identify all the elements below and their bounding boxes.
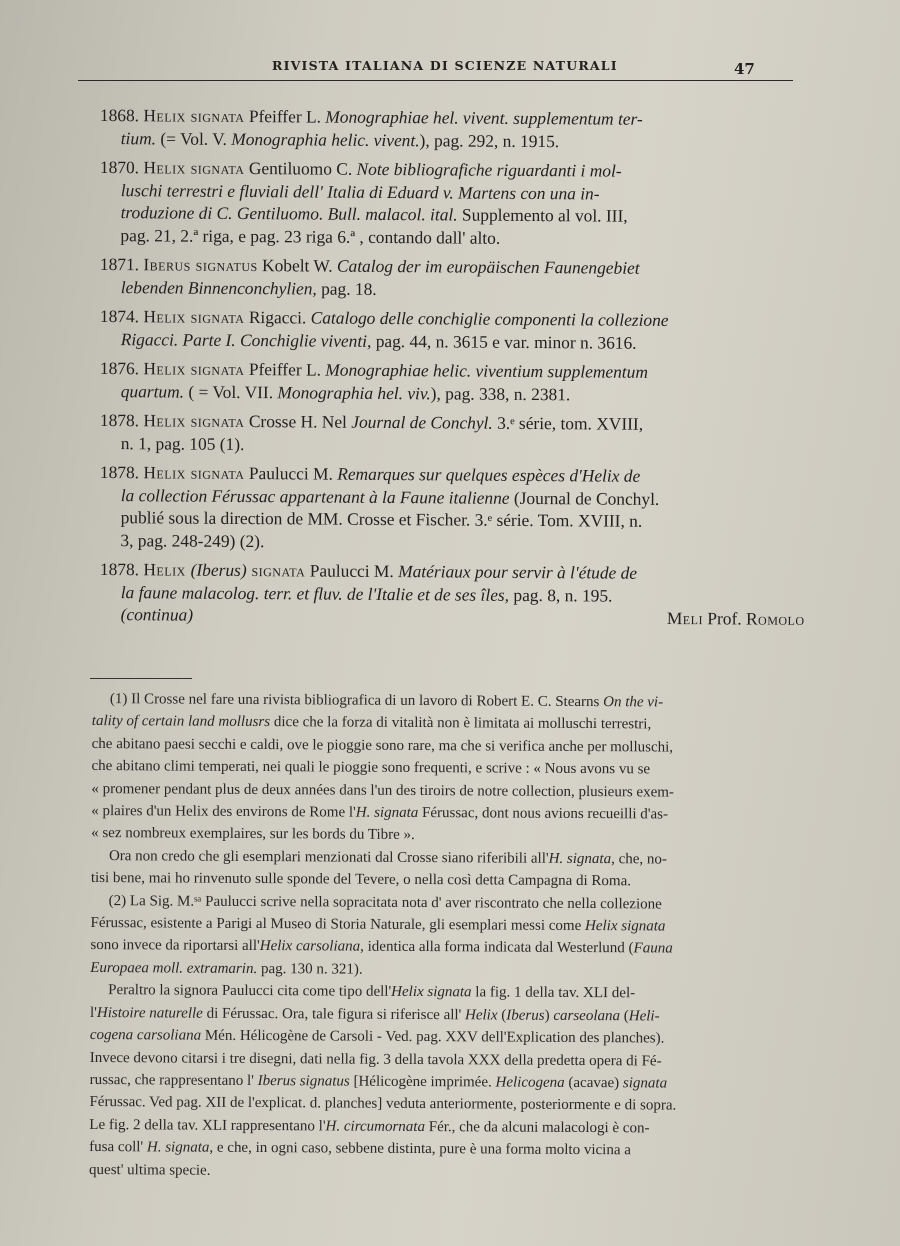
bibliography-list — [100, 104, 835, 633]
footnote-text: « plaires d'un Helix des environs de Rome l' — [91, 803, 356, 821]
footnote-text: « sez nombreux exemplaires, sur les bords du Tibre ». — [91, 825, 415, 844]
entry-line — [100, 431, 835, 459]
entry-text: n. 1, pag. 105 (1). — [120, 432, 245, 454]
entry-text: Pfeiffer L. — [244, 359, 326, 380]
footnote-text: pag. 130 n. 321). — [257, 960, 363, 978]
footnote-text: Helix signata — [584, 918, 666, 935]
entry-text: Note bibliografiche riguardanti i mol- — [356, 158, 622, 181]
footnote-text: Invece devono citarsi i tre disegni, dati nella fig. 3 della tavola XXX della predetta opera di Fé- — [89, 1049, 662, 1069]
footnote-text: cogena carsoliana — [89, 1027, 202, 1044]
footnote-text: Mén. Hélicogène de Carsoli - Ved. pag. XXV dell'Explication des planches). — [201, 1027, 665, 1047]
entry-text: Kobelt W. — [257, 255, 338, 276]
footnote-text: l' — [89, 1004, 97, 1021]
entry-text: luschi terrestri e fluviali dell' Italia di Eduard v. Martens con una in- — [120, 179, 600, 203]
author-signature — [667, 607, 805, 630]
footnote-text: Iberus signatus — [257, 1072, 350, 1090]
entry-text: pag. 18. — [316, 278, 377, 299]
entry-text: 1871. — [99, 253, 144, 275]
footnote-text: H. signata — [548, 850, 612, 868]
footnote-text: H. circumornata — [325, 1118, 426, 1135]
footnote-text: Férussac, esistente a Parigi al Museo di Storia Naturale, gli esemplari messi come — [90, 915, 586, 935]
species-name: signata — [246, 560, 306, 581]
footnote-text: Histoire naturelle — [96, 1004, 203, 1022]
footnote-text: che abitano paesi secchi e caldi, ove le pioggie sono rare, ma che si verifica anche per molluschi, — [91, 735, 674, 756]
footnote-separator — [90, 678, 192, 679]
footnote-text: quest' ultima specie. — [89, 1161, 211, 1179]
entry-text: ( = Vol. VII. — [183, 381, 278, 402]
footnote-text: tality of certain land mollusrs — [91, 713, 271, 731]
footnote-text: , che, no- — [611, 851, 667, 868]
page-number: 47 — [734, 60, 755, 78]
bibliography-entry — [100, 409, 835, 459]
entry-text: Rigacci. — [244, 307, 311, 328]
entry-text: Monographiae helic. viventium supplementum — [325, 359, 649, 382]
entry-text: Remarques sur quelques espèces d'Helix de — [337, 463, 641, 486]
bibliography-entry — [99, 156, 835, 251]
footnote-text: Europaea moll. extramarin. — [90, 959, 258, 977]
bibliography-entry — [100, 305, 835, 355]
species-name: Helix signata — [143, 306, 245, 328]
entry-text: Supplemento al vol. III, — [457, 204, 628, 226]
footnote-text: tisi bene, mai ho rinvenuto sulle sponde del Tevere, o nella così detta Campagna di Roma. — [90, 870, 632, 890]
entry-text: (Journal de Conchyl. — [509, 487, 660, 509]
footnote-text: « promener pendant plus de deux années dans l'un des tiroirs de notre collection, plusieurs exem- — [91, 780, 674, 801]
entry-text: troduzione di C. Gentiluomo. Bull. malacol. ital. — [120, 202, 458, 225]
species-name: Helix signata — [143, 358, 245, 380]
footnote-text: Le fig. 2 della tav. XLI rappresentano l' — [89, 1116, 326, 1135]
footnote-text: carseolana — [553, 1007, 621, 1024]
bibliography-entry — [100, 104, 835, 154]
entry-text: Monographia hel. viv. — [277, 381, 431, 403]
entry-text: 1874. — [99, 305, 144, 327]
entry-text: Catalogo delle conchiglie componenti la collezione — [310, 307, 669, 330]
footnote-text: sono invece da riportarsi all' — [90, 937, 260, 955]
species-name: Helix signata — [143, 157, 245, 179]
footnote-text: Férussac, dont nous avions recueilli d'as- — [418, 805, 669, 823]
bibliography-entry — [100, 357, 835, 407]
footnote-text: russac, che rappresentano l' — [89, 1071, 258, 1089]
footnote-text: Helicogena — [495, 1074, 565, 1091]
entry-text: 1878. — [99, 559, 144, 580]
entry-line — [100, 379, 835, 407]
continuation-note: (continua) — [120, 604, 194, 625]
entry-line — [99, 223, 834, 251]
species-name: Helix signata — [143, 462, 245, 484]
entry-text: quartum. — [120, 380, 185, 402]
footnote-text: Helix — [464, 1006, 498, 1024]
entry-line — [100, 126, 835, 154]
footnote-text: signata — [622, 1075, 668, 1092]
species-name: Helix — [143, 559, 191, 580]
entry-text: (Iberus) — [190, 559, 247, 581]
footnote-text: H. signata — [146, 1139, 210, 1156]
entry-text: la faune malacolog. terr. et fluv. de l'Italie et de ses îles, — [120, 581, 510, 605]
footnote-text: [Hélicogène imprimée. — [349, 1073, 496, 1091]
footnote-text: Peraltro la signora Paulucci cita come tipo dell' — [108, 982, 392, 1001]
entry-text: Crosse H. Nel — [244, 411, 352, 432]
footnote-text: dice che la forza di vitalità non è limitata ai molluschi terrestri, — [270, 714, 652, 733]
journal-title: RIVISTA ITALIANA DI SCIENZE NATURALI — [272, 58, 618, 73]
entry-text: Matériaux pour servir à l'étude de — [398, 561, 638, 583]
entry-text: Paulucci M. — [244, 463, 338, 484]
entry-trailer — [100, 603, 835, 631]
footnote-text: (1) Il Crosse nel fare una rivista bibliografica di un lavoro di Robert E. C. Stearns — [109, 691, 604, 711]
entry-text: tium. — [120, 127, 157, 148]
entry-text: 1868. — [99, 104, 144, 126]
footnote-text: (2) La Sig. M.ˢᵃ Paulucci scrive nella sopracitata nota d' aver riscontrato che nella collezione — [108, 892, 662, 913]
entry-text: Pfeiffer L. — [244, 106, 326, 127]
entry-line — [100, 275, 835, 303]
footnote-text: di Férussac. Ora, tale figura si riferisce all' — [202, 1005, 466, 1023]
entry-text: pag. 44, n. 3615 e var. minor n. 3616. — [371, 330, 637, 353]
entry-text: 1878. — [99, 409, 144, 431]
entry-text: Gentiluomo C. — [244, 158, 357, 179]
author-title: Prof. — [702, 608, 747, 629]
entry-text: pag. 8, n. 195. — [509, 584, 613, 606]
footnote-text: Iberus — [506, 1007, 545, 1024]
entry-text: 3, pag. 248-249) (2). — [120, 529, 265, 551]
footnote-text: fusa coll' — [89, 1139, 147, 1156]
footnote-text: Fér., che da alcuni malacologi è con- — [424, 1118, 650, 1137]
footnote-text: Heli- — [628, 1007, 660, 1025]
bibliography-entry — [100, 558, 835, 631]
footnote-text: , e che, in ogni caso, sebbene distinta, pure è una forma molto vicina a — [209, 1139, 631, 1159]
entry-text: pag. 21, 2.ª riga, e pag. 23 riga 6.ª , contando dall' alto. — [120, 224, 501, 248]
entry-text: ), pag. 292, n. 1915. — [419, 129, 560, 151]
species-name: Helix signata — [143, 105, 245, 127]
author-name: Romolo — [745, 608, 805, 629]
species-name: Helix signata — [143, 410, 245, 432]
bibliography-entry — [100, 253, 835, 303]
entry-text: Monographiae hel. vivent. supplementum ter- — [325, 106, 643, 129]
entry-text: 1878. — [99, 461, 144, 483]
entry-text: publié sous la direction de MM. Crosse et Fischer. 3.ᵉ série. Tom. XVIII, n. — [120, 507, 643, 531]
header-rule — [78, 80, 793, 81]
entry-text: (= Vol. V. — [155, 127, 232, 149]
species-name: Iberus signatus — [143, 254, 258, 276]
entry-text: 1876. — [99, 357, 144, 379]
footnote-text: H. signata — [355, 804, 419, 822]
footnote-text: Férussac. Ved pag. XII de l'explicat. d. planches] veduta anteriormente, posteriormente e di sopra. — [89, 1094, 677, 1114]
bibliography-entry — [99, 461, 835, 556]
footnote-text: Helix signata — [391, 984, 472, 1001]
entry-line — [100, 327, 835, 355]
entry-text: Paulucci M. — [305, 560, 399, 582]
footnotes — [89, 688, 862, 1186]
entry-text: 1870. — [99, 156, 144, 178]
footnote-text: la fig. 1 della tav. XLI del- — [471, 984, 636, 1002]
footnote-text: ( — [497, 1007, 507, 1024]
footnote-text: ) — [544, 1007, 554, 1024]
footnote-text: Fauna — [633, 940, 673, 958]
footnote-text: (acavae) — [564, 1074, 623, 1092]
footnote-text: Ora non credo che gli esemplari menzionati dal Crosse siano riferibili all' — [108, 847, 549, 867]
entry-text: Monographia helic. vivent. — [231, 128, 420, 150]
entry-line — [99, 528, 834, 556]
footnote-text: che abitano climi temperati, nei quali le pioggie sono frequenti, e scrive : « Nous avons vu se — [91, 758, 651, 778]
entry-text: la collection Férussac appartenant à la Faune italienne — [120, 484, 510, 508]
entry-text: ), pag. 338, n. 2381. — [430, 382, 571, 404]
footnote-text: On the vi- — [603, 694, 664, 711]
entry-text: lebenden Binnenconchylien, — [120, 276, 317, 299]
entry-text: Rigacci. Parte I. Conchiglie viventi, — [120, 328, 372, 351]
footnote-text: ( — [619, 1007, 629, 1024]
entry-text: Journal de Conchyl. — [351, 411, 493, 433]
footnote-text: Helix carsoliana — [259, 938, 361, 956]
entry-text: 3.ᵉ série, tom. XVIII, — [492, 412, 644, 434]
footnote-line — [89, 1159, 859, 1186]
footnote-text: , identica alla forma indicata dal Westerlund ( — [360, 939, 634, 957]
running-head — [0, 58, 900, 78]
author-surname: Meli — [666, 607, 704, 629]
entry-text: Catalog der im europäischen Faunengebiet — [336, 255, 640, 278]
